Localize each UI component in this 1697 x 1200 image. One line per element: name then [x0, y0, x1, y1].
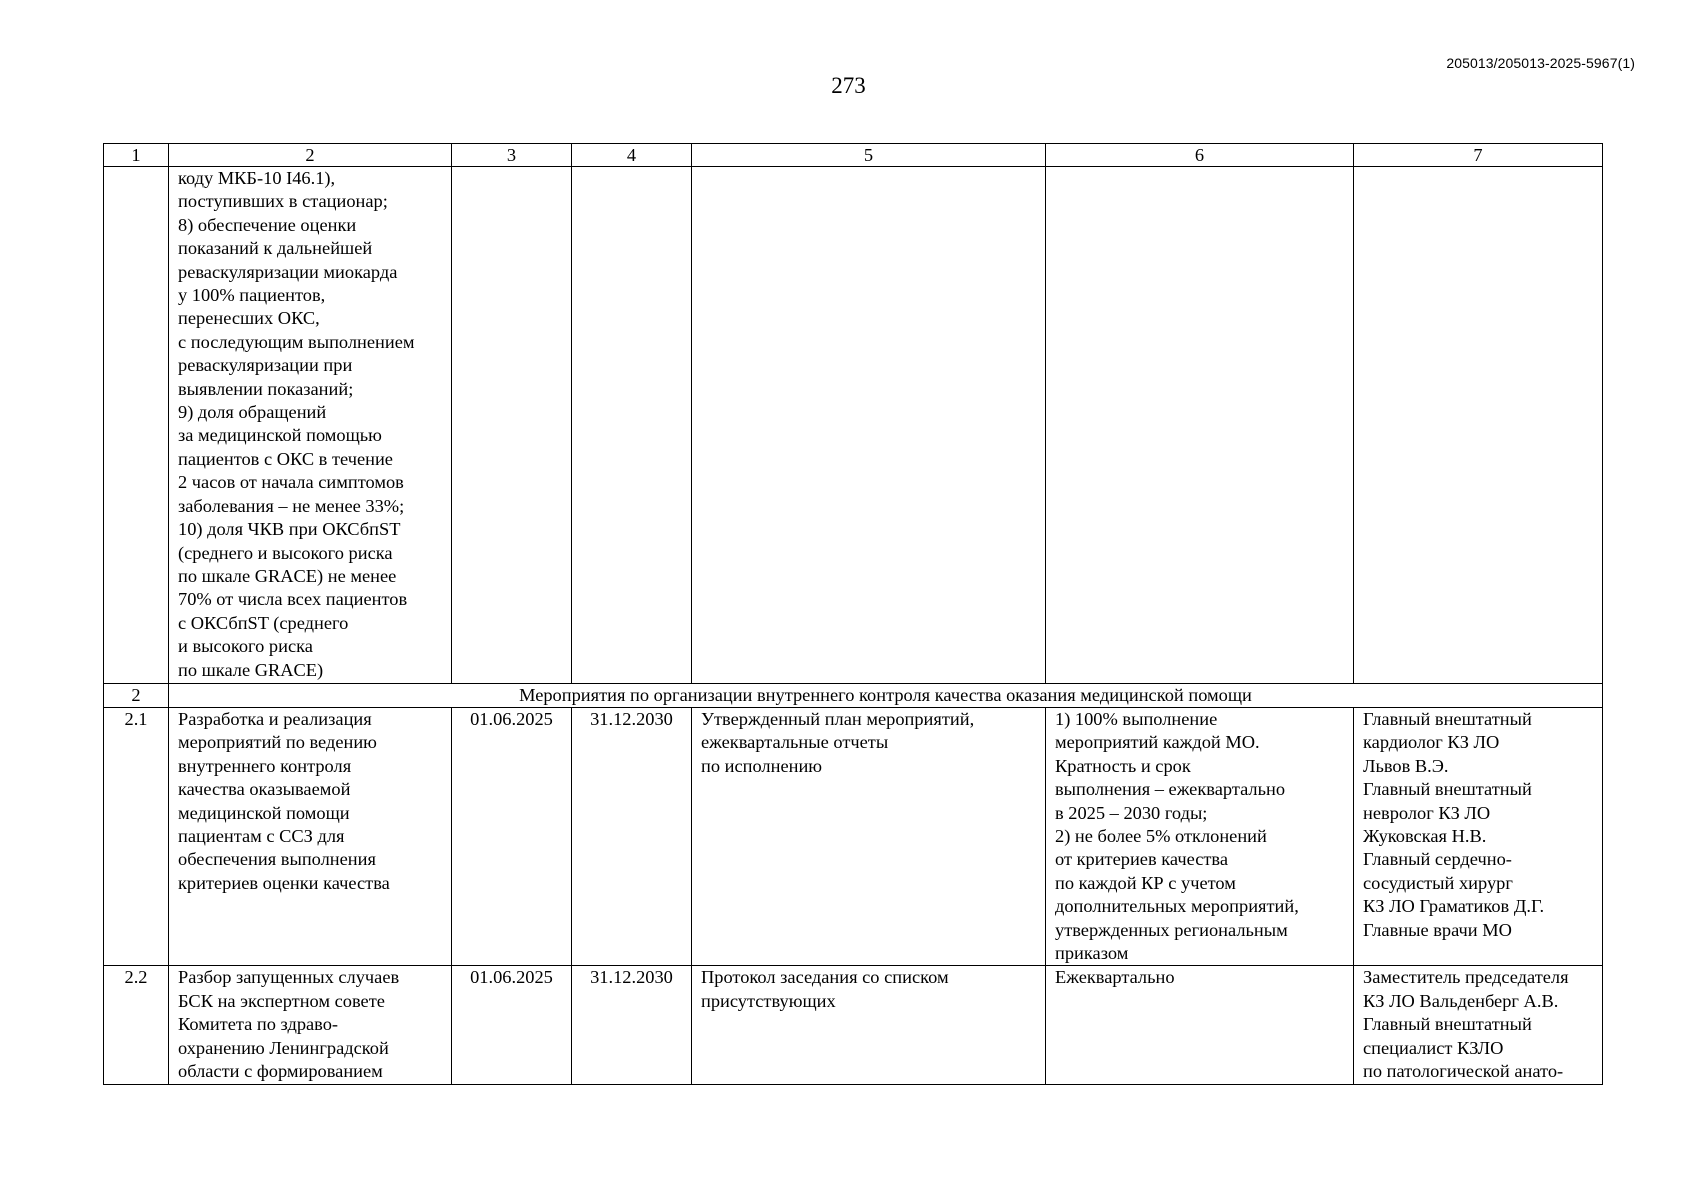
column-number: 7 [1354, 144, 1603, 167]
column-number: 5 [692, 144, 1046, 167]
document-id: 205013/205013-2025-5967(1) [1446, 55, 1635, 71]
cell-end-date: 31.12.2030 [572, 966, 692, 1084]
cell-indicator [1046, 167, 1354, 684]
table-row-continuation [104, 167, 1603, 684]
cell-result [692, 167, 1046, 684]
cell-result: Утвержденный план мероприятий, ежеквартальные отчеты по исполнению [692, 708, 1046, 966]
cell-measure-name: Разработка и реализация мероприятий по ведению внутреннего контроля качества оказываемой медицинской помощи пациентам с ССЗ для обеспечения выполнения критериев оценки качества [169, 708, 452, 966]
cell-responsible [1354, 167, 1603, 684]
column-number: 4 [572, 144, 692, 167]
cell-start-date [452, 167, 572, 684]
cell-number: 2.1 [104, 708, 169, 966]
cell-responsible: Заместитель председателя КЗ ЛО Вальденберг А.В. Главный внештатный специалист КЗЛО по патологической анато- [1354, 966, 1603, 1084]
cell-indicators-text: коду МКБ-10 I46.1), поступивших в стационар; 8) обеспечение оценки показаний к дальнейшей реваскуляризации миокарда у 100% пациентов, перенесших ОКС, с последующим выполнением реваскуляризации при выявлении показаний; 9) доля обращений за медицинской помощью пациентов с ОКС в течение 2 часов от начала симптомов заболевания – не менее 33%; 10) доля ЧКВ при ОКСбпST (среднего и высокого риска по шкале GRACE) не менее 70% от числа всех пациентов с ОКСбпST (среднего и высокого риска по шкале GRACE) [169, 167, 452, 684]
measures-table [103, 143, 1603, 1085]
column-number: 1 [104, 144, 169, 167]
section-number: 2 [104, 684, 169, 708]
cell-start-date: 01.06.2025 [452, 708, 572, 966]
cell-measure-name: Разбор запущенных случаев БСК на экспертном совете Комитета по здраво- охранению Ленинградской области с формированием [169, 966, 452, 1084]
cell-responsible: Главный внештатный кардиолог КЗ ЛО Львов В.Э. Главный внештатный невролог КЗ ЛО Жуковская Н.В. Главный сердечно- сосудистый хирург КЗ ЛО Граматиков Д.Г. Главные врачи МО [1354, 708, 1603, 966]
cell-number: 2.2 [104, 966, 169, 1084]
cell-start-date: 01.06.2025 [452, 966, 572, 1084]
table-row [104, 966, 1603, 1084]
table-row [104, 708, 1603, 966]
column-number-row [104, 144, 1603, 167]
column-number: 6 [1046, 144, 1354, 167]
section-title: Мероприятия по организации внутреннего контроля качества оказания медицинской помощи [169, 684, 1603, 708]
cell-number [104, 167, 169, 684]
cell-end-date [572, 167, 692, 684]
column-number: 2 [169, 144, 452, 167]
cell-end-date: 31.12.2030 [572, 708, 692, 966]
cell-result: Протокол заседания со списком присутствующих [692, 966, 1046, 1084]
section-row [104, 684, 1603, 708]
cell-indicator: Ежеквартально [1046, 966, 1354, 1084]
page-number: 273 [831, 73, 866, 98]
column-number: 3 [452, 144, 572, 167]
cell-indicator: 1) 100% выполнение мероприятий каждой МО. Кратность и срок выполнения – ежеквартально в 2025 – 2030 годы; 2) не более 5% отклонений от критериев качества по каждой КР с учетом дополнительных мероприятий, утвержденных региональным приказом [1046, 708, 1354, 966]
